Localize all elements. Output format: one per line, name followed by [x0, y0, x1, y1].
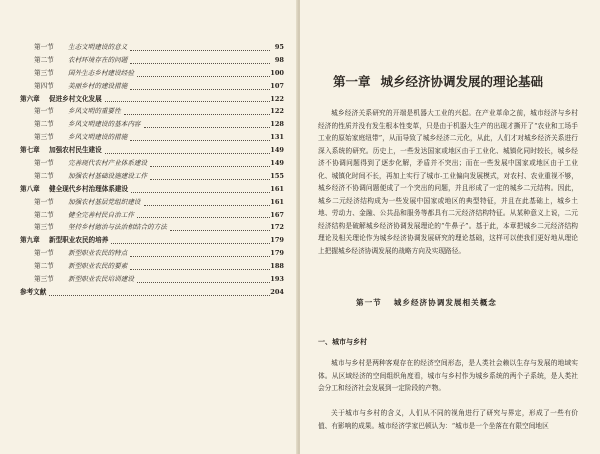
- toc-entry-number: 第二节: [34, 171, 54, 180]
- toc-leader-dots: [130, 269, 270, 270]
- section-name: 城乡经济协调发展相关概念: [393, 298, 497, 307]
- toc-entry-number: 第二节: [34, 262, 54, 271]
- toc-entry-number: 第三节: [34, 275, 54, 284]
- toc-references-row: [20, 286, 284, 299]
- toc-page-number: 95: [274, 43, 284, 51]
- toc-page-number: 122: [270, 94, 284, 103]
- toc-leader-dots: [49, 295, 270, 296]
- section-number: 第一节: [356, 298, 382, 307]
- toc-leader-dots: [131, 192, 270, 193]
- toc-entry-number: 第一节: [34, 249, 54, 258]
- toc-entry-title: 新型职业农民的特点: [68, 249, 128, 258]
- toc-entry-title: 农村环境存在的问题: [68, 55, 128, 64]
- toc-entry-title: 乡风文明建设的基本内容: [68, 120, 141, 129]
- toc-page-number: 149: [270, 146, 284, 155]
- toc-section-row: [20, 273, 284, 286]
- toc-entry-number: 第九章: [20, 236, 40, 245]
- toc-page-number: 161: [270, 184, 284, 193]
- toc-entry-title: 加强农村基础设施建设工作: [68, 171, 148, 180]
- toc-entry-title: 乡风文明建设的措施: [68, 133, 128, 142]
- toc-section-row: [20, 260, 284, 273]
- toc-section-row: [20, 41, 284, 54]
- toc-page-number: 179: [270, 249, 284, 258]
- toc-entry-title: 新型职业农民的培养: [49, 236, 109, 245]
- toc-section-row: [20, 247, 284, 260]
- toc-entry-number: 第七章: [20, 146, 40, 155]
- toc-entry-number: 第一节: [34, 43, 54, 51]
- toc-leader-dots: [130, 256, 270, 257]
- toc-leader-dots: [124, 114, 270, 115]
- toc-section-row: [20, 209, 284, 222]
- toc-section-row: [20, 170, 284, 183]
- toc-entry-number: 第一节: [34, 197, 54, 206]
- toc-leader-dots: [130, 89, 270, 90]
- toc-page-number: 167: [270, 210, 284, 219]
- intro-paragraph: 城乡经济关系研究的开端是机器大工业的兴起。在产业革命之前，城市经济与乡村经济的性质并没有发生根本性变革，只是由于机器大生产的出现才撕开了“农业和工场手工业的原始家庭纽带”，从而导致了城乡经济二元化，从此，人们才对城乡经济关系进行深入系统的研究。历史上，一些发达国家或地区由于工业化、城镇化同时较长，城乡经济不协调问题得到了逐步化解，矛盾并不突出；而在一些发展中国家或地区由于工业化、城镇化时间不长，再加上实行了城市-工业偏向发展模式，对农村、农业重视不够，城乡经济不协调问题便成了一个突出的问题，并且形成了一定的城乡二元结构。因此，城乡二元经济结构成为一些发展中国家或地区的典型特征，并且在此基础上，城乡土地、劳动力、金融、公共品和服务等都具有二元经济结构特征。从某种意义上说，二元经济结构是破解城乡经济协调发展理论的“牛鼻子”。基于此，本章把城乡二元经济结构理论及相关理论作为城乡经济协调发展研究的理论基础，这样可以使我们更好地从理论上把握城乡经济协调发展的战略方向及实现路径。: [318, 109, 578, 255]
- toc-entry-title: 新型职业农民培训建设: [68, 275, 134, 284]
- toc-entry-title: 健全现代乡村治理体系建设: [49, 184, 129, 193]
- toc-chapter-row: [20, 144, 284, 157]
- toc-page-number: 161: [270, 197, 284, 206]
- toc-section-row: [20, 196, 284, 209]
- toc-leader-dots: [144, 127, 270, 128]
- toc-page-number: 100: [270, 68, 284, 77]
- toc-section-row: [20, 54, 284, 67]
- table-of-contents: [20, 41, 284, 299]
- toc-leader-dots: [130, 50, 270, 51]
- toc-page-number: 188: [270, 262, 284, 271]
- toc-entry-number: 第二节: [34, 120, 54, 129]
- toc-entry-number: 第八章: [20, 184, 40, 193]
- toc-entry-title: 健全完善村民自治工作: [68, 210, 134, 219]
- toc-leader-dots: [144, 205, 270, 206]
- toc-entry-number: 第六章: [20, 94, 40, 103]
- section-title: [356, 297, 497, 308]
- toc-page-number: 149: [270, 159, 284, 168]
- toc-page-number: 128: [270, 120, 284, 129]
- toc-section-row: [20, 131, 284, 144]
- toc-entry-title: 参考文献: [20, 287, 47, 296]
- toc-section-row: [20, 157, 284, 170]
- toc-page-number: 107: [270, 81, 284, 90]
- toc-leader-dots: [130, 63, 270, 64]
- toc-page-number: 98: [274, 55, 284, 64]
- toc-entry-title: 美丽乡村的建设措施: [68, 81, 128, 90]
- toc-entry-title: 坚持乡村德治与法治相结合的方法: [68, 223, 167, 232]
- toc-entry-number: 第二节: [34, 55, 54, 64]
- toc-entry-title: 促进乡村文化发展: [49, 94, 102, 103]
- toc-chapter-row: [20, 93, 284, 106]
- chapter-name: 城乡经济协调发展的理论基础: [380, 74, 544, 89]
- toc-entry-number: 第三节: [34, 68, 54, 77]
- toc-page-number: 204: [270, 287, 284, 296]
- toc-entry-title: 生态文明建设的意义: [68, 43, 128, 51]
- toc-leader-dots: [137, 217, 270, 218]
- toc-entry-title: 加强农村民生建设: [49, 146, 102, 155]
- toc-entry-title: 国外生态乡村建设经验: [68, 68, 134, 77]
- toc-section-row: [20, 80, 284, 93]
- toc-page-number: 193: [270, 275, 284, 284]
- toc-entry-number: 第三节: [34, 223, 54, 232]
- paragraph: 关于城市与乡村的含义，人们从不同的视角进行了研究与界定，形成了一些有价值、有影响的成果。城市经济学家巴顿认为：“城市是一个坐落在有限空间地区: [318, 409, 578, 430]
- toc-leader-dots: [150, 179, 270, 180]
- toc-chapter-row: [20, 234, 284, 247]
- toc-page-number: 131: [270, 133, 284, 142]
- toc-leader-dots: [105, 101, 270, 102]
- toc-page-number: 172: [270, 223, 284, 232]
- toc-page-number: 122: [270, 107, 284, 116]
- toc-entry-number: 第一节: [34, 159, 54, 168]
- toc-entry-title: 加强农村基层党组织建设: [68, 197, 141, 206]
- subheading: 一、城市与乡村: [318, 337, 367, 346]
- toc-entry-number: 第一节: [34, 107, 54, 116]
- toc-chapter-row: [20, 183, 284, 196]
- toc-leader-dots: [111, 243, 270, 244]
- toc-leader-dots: [170, 230, 270, 231]
- left-page: [0, 0, 298, 454]
- toc-section-row: [20, 221, 284, 234]
- chapter-number: 第一章: [333, 74, 371, 89]
- toc-leader-dots: [137, 76, 270, 77]
- toc-entry-number: 第三节: [34, 133, 54, 142]
- toc-entry-title: 乡风文明的重要性: [68, 107, 121, 116]
- chapter-title: [333, 72, 543, 90]
- toc-entry-title: 完善现代农村产业体系建设: [68, 159, 148, 168]
- toc-entry-number: 第二节: [34, 210, 54, 219]
- toc-page-number: 155: [270, 171, 284, 180]
- toc-entry-number: 第四节: [34, 81, 54, 90]
- toc-leader-dots: [130, 140, 270, 141]
- toc-leader-dots: [150, 166, 270, 167]
- toc-leader-dots: [105, 153, 270, 154]
- toc-page-number: 179: [270, 236, 284, 245]
- toc-entry-title: 新型职业农民的要素: [68, 262, 128, 271]
- toc-section-row: [20, 67, 284, 80]
- toc-section-row: [20, 105, 284, 118]
- toc-section-row: [20, 118, 284, 131]
- toc-leader-dots: [137, 282, 270, 283]
- paragraph: 城市与乡村是两种客观存在的经济空间形态，是人类社会赖以生存与发展的地域实体。从区域经济的空间组织角度看，城市与乡村作为城乡系统的两个子系统，是人类社会分工和经济社会发展到一定阶段的产物。: [318, 359, 578, 392]
